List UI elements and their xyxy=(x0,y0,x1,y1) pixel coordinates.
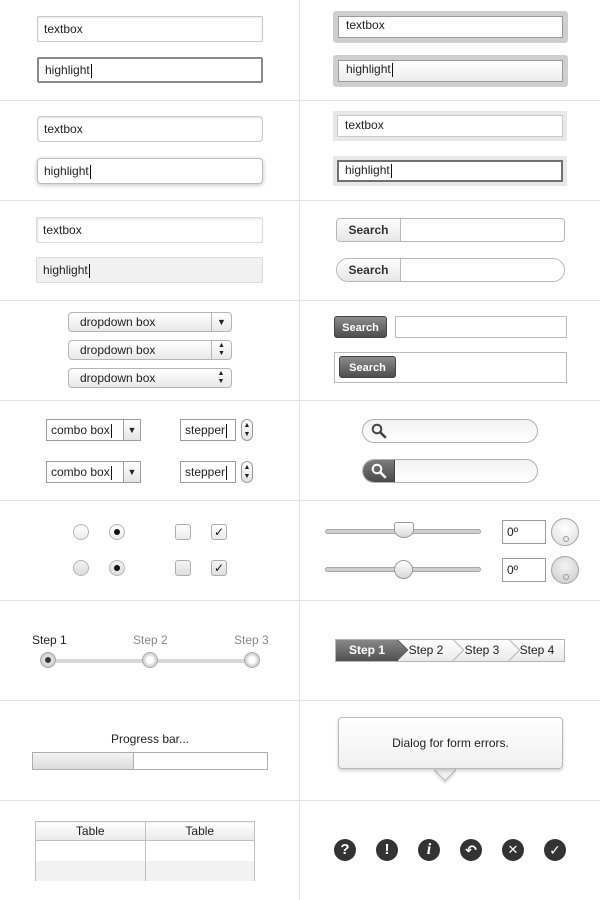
slider-thumb[interactable] xyxy=(394,522,414,538)
textbox-value: textbox xyxy=(44,22,83,36)
dropdown[interactable] xyxy=(68,312,232,332)
search-input[interactable] xyxy=(401,219,564,241)
angle-dial[interactable] xyxy=(551,556,579,584)
checkmark-icon[interactable]: ✓ xyxy=(544,839,566,861)
checkbox-checked[interactable]: ✓ xyxy=(211,524,227,540)
dropdown-label: dropdown box xyxy=(80,315,156,329)
step-label: Step 2 xyxy=(133,633,168,647)
stepper-input[interactable] xyxy=(180,461,236,483)
text-caret xyxy=(226,466,227,480)
section-divider xyxy=(0,700,600,701)
step-indicator[interactable] xyxy=(142,652,158,668)
highlight-value: highlight xyxy=(43,263,88,277)
textbox-value: textbox xyxy=(345,118,384,132)
progress-bar-fill xyxy=(33,753,134,769)
text-caret xyxy=(111,424,112,438)
text-caret xyxy=(91,64,92,78)
dropdown[interactable] xyxy=(68,340,232,360)
column-divider xyxy=(299,0,300,900)
stepper-input[interactable] xyxy=(180,419,236,441)
combo-box[interactable] xyxy=(46,419,141,441)
text-caret xyxy=(226,424,227,438)
search-field-group[interactable] xyxy=(336,258,565,282)
textbox-value: textbox xyxy=(346,18,385,32)
table-header[interactable]: Table xyxy=(145,822,255,841)
section-divider xyxy=(0,400,600,401)
text-caret xyxy=(392,63,393,77)
table-cell xyxy=(36,861,146,881)
data-table xyxy=(35,821,255,881)
dropdown[interactable] xyxy=(68,368,232,388)
section-divider xyxy=(0,600,600,601)
textbox-input[interactable] xyxy=(37,16,263,42)
section-divider xyxy=(0,500,600,501)
combo-value: combo box xyxy=(51,423,110,437)
stepper-value: stepper xyxy=(185,465,226,479)
dark-search-button[interactable]: Search xyxy=(334,316,387,338)
stepper-arrows[interactable]: ▲ ▼ xyxy=(241,419,253,441)
text-caret xyxy=(391,164,392,178)
chevron-down-icon: ▼ xyxy=(211,313,231,331)
checkbox[interactable] xyxy=(175,560,191,576)
stepper-value: stepper xyxy=(185,423,226,437)
section-divider xyxy=(0,100,600,101)
highlight-value: highlight xyxy=(45,63,90,77)
breadcrumb-step-active[interactable]: Step 1 xyxy=(336,640,398,661)
table-cell xyxy=(36,841,146,861)
search-field-group[interactable] xyxy=(336,218,565,242)
highlight-input[interactable] xyxy=(37,158,263,184)
highlight-input[interactable] xyxy=(37,57,263,83)
dropdown-label: dropdown box xyxy=(80,371,156,385)
search-icon[interactable] xyxy=(363,420,395,442)
highlight-input[interactable] xyxy=(36,257,263,283)
info-icon[interactable]: i xyxy=(418,839,440,861)
dialog-text: Dialog for form errors. xyxy=(392,736,509,750)
chevron-down-icon[interactable]: ▼ xyxy=(123,420,140,440)
search-pill[interactable] xyxy=(362,459,538,483)
angle-dial[interactable] xyxy=(551,518,579,546)
step-indicator-active[interactable] xyxy=(40,652,56,668)
error-dialog xyxy=(338,717,563,769)
checkbox[interactable] xyxy=(175,524,191,540)
radio-button-selected[interactable] xyxy=(109,560,125,576)
table-row xyxy=(36,841,255,861)
highlight-value: highlight xyxy=(346,62,391,76)
text-caret xyxy=(89,264,90,278)
textbox-input[interactable] xyxy=(333,11,568,43)
section-divider xyxy=(0,200,600,201)
stepper-arrows[interactable]: ▲ ▼ xyxy=(241,461,253,483)
exclamation-icon[interactable]: ! xyxy=(376,839,398,861)
close-icon[interactable]: ✕ xyxy=(502,839,524,861)
search-input[interactable] xyxy=(395,316,567,338)
checkbox-checked[interactable]: ✓ xyxy=(211,560,227,576)
search-pill[interactable] xyxy=(362,419,538,443)
textbox-value: textbox xyxy=(43,223,82,237)
breadcrumb xyxy=(335,639,565,662)
step-label: Step 1 xyxy=(32,633,67,647)
table-cell xyxy=(145,841,255,861)
search-input[interactable] xyxy=(401,259,564,281)
undo-icon[interactable]: ↶ xyxy=(460,839,482,861)
combo-value: combo box xyxy=(51,465,110,479)
radio-button[interactable] xyxy=(73,560,89,576)
radio-button[interactable] xyxy=(73,524,89,540)
text-caret xyxy=(90,165,91,179)
combo-input[interactable] xyxy=(47,420,123,440)
up-down-arrows-icon: ▲ ▼ xyxy=(211,341,231,359)
search-button[interactable]: Search xyxy=(337,219,401,241)
dark-search-button[interactable]: Search xyxy=(339,356,396,378)
breadcrumb-step[interactable]: Step 2 xyxy=(398,640,454,661)
highlight-value: highlight xyxy=(44,164,89,178)
progress-bar xyxy=(32,752,268,770)
combo-box[interactable] xyxy=(46,461,141,483)
highlight-input[interactable] xyxy=(333,156,567,186)
table-row xyxy=(36,861,255,881)
textbox-input[interactable] xyxy=(333,111,567,141)
breadcrumb-step[interactable]: Step 4 xyxy=(519,643,555,657)
breadcrumb-step[interactable]: Step 3 xyxy=(454,640,510,661)
text-caret xyxy=(111,466,112,480)
search-icon[interactable] xyxy=(363,460,395,482)
textbox-input[interactable] xyxy=(36,217,263,243)
section-divider xyxy=(0,300,600,301)
table-cell xyxy=(145,861,255,881)
question-icon[interactable]: ? xyxy=(334,839,356,861)
combo-input[interactable] xyxy=(47,462,123,482)
highlight-value: highlight xyxy=(345,163,390,177)
degree-input[interactable]: 0º xyxy=(502,520,546,544)
progress-bar-label: Progress bar... xyxy=(110,732,190,746)
section-divider xyxy=(0,800,600,801)
highlight-input[interactable] xyxy=(333,55,568,87)
textbox-value: textbox xyxy=(44,122,83,136)
up-down-arrows-icon: ▲ ▼ xyxy=(217,370,225,385)
radio-button-selected[interactable] xyxy=(109,524,125,540)
chevron-down-icon[interactable]: ▼ xyxy=(123,462,140,482)
step-indicator[interactable] xyxy=(244,652,260,668)
search-button[interactable]: Search xyxy=(337,259,401,281)
textbox-input[interactable] xyxy=(37,116,263,142)
degree-input[interactable]: 0º xyxy=(502,558,546,582)
dropdown-label: dropdown box xyxy=(80,343,156,357)
step-label: Step 3 xyxy=(234,633,269,647)
slider-thumb[interactable] xyxy=(394,560,413,579)
table-header[interactable]: Table xyxy=(36,822,146,841)
